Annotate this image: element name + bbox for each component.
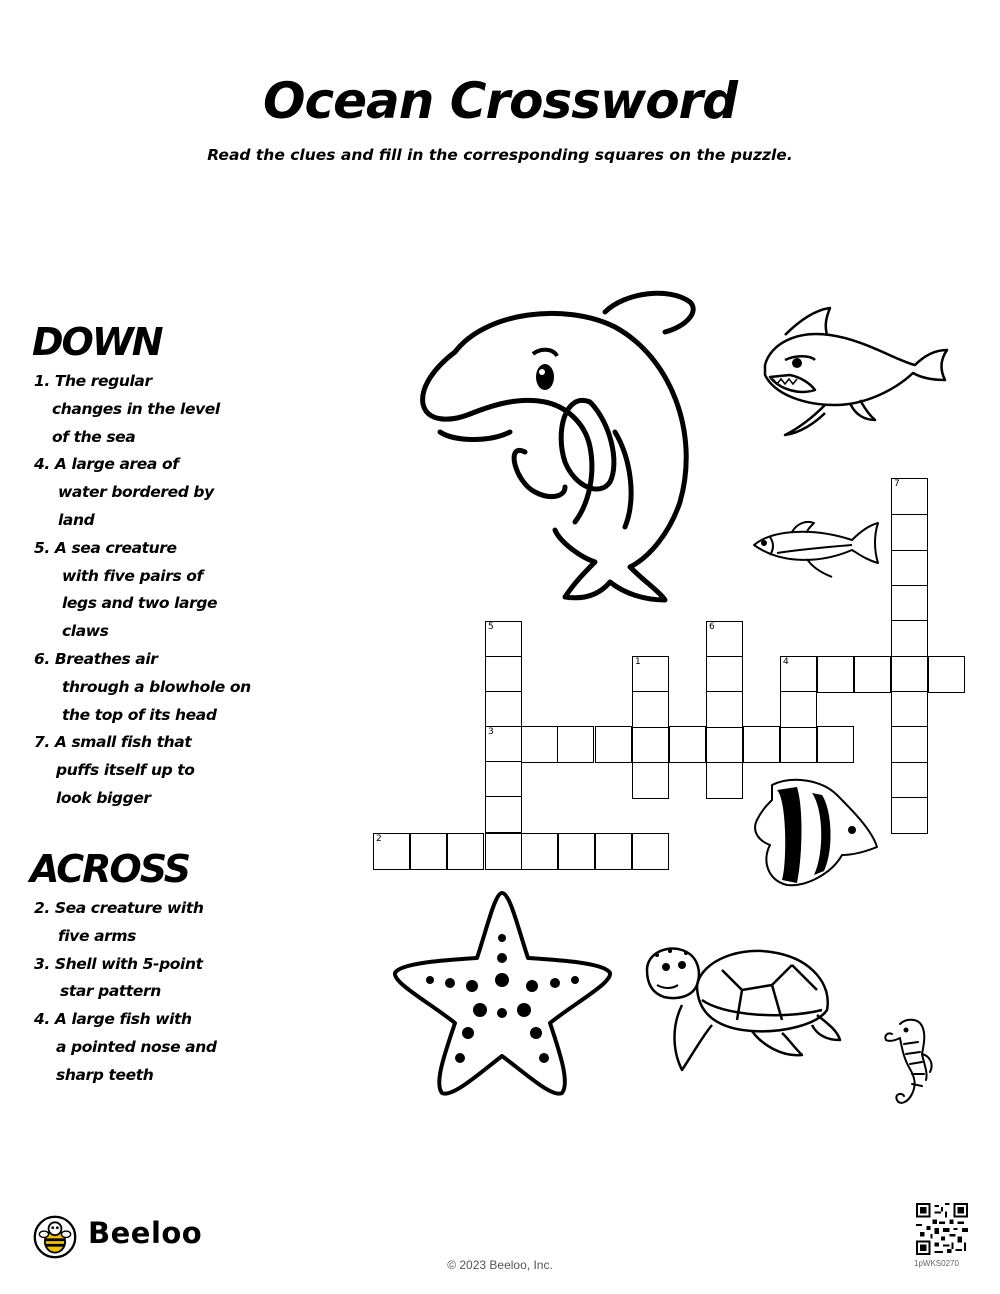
grid-cell[interactable] bbox=[891, 585, 928, 622]
grid-cell[interactable] bbox=[632, 833, 669, 870]
across-heading: ACROSS bbox=[30, 847, 190, 891]
qr-code-icon bbox=[916, 1203, 968, 1255]
clue-line: through a blowhole on bbox=[62, 677, 251, 696]
clue-line: 5. A sea creature bbox=[34, 538, 177, 557]
shark-illustration bbox=[755, 305, 950, 440]
grid-cell[interactable] bbox=[485, 796, 522, 833]
clue-number: 5 bbox=[488, 622, 494, 632]
clue-line: of the sea bbox=[52, 427, 136, 446]
clue-line: 4. A large fish with bbox=[34, 1010, 192, 1029]
clue-line: star pattern bbox=[60, 982, 161, 1001]
grid-cell[interactable] bbox=[706, 762, 743, 799]
clue-number: 1 bbox=[635, 657, 641, 667]
grid-cell[interactable] bbox=[706, 621, 743, 658]
grid-cell[interactable] bbox=[632, 656, 669, 693]
grid-cell[interactable] bbox=[743, 726, 780, 763]
grid-cell[interactable] bbox=[521, 726, 558, 763]
clue-line: puffs itself up to bbox=[56, 761, 195, 780]
grid-cell[interactable] bbox=[447, 833, 484, 870]
grid-cell[interactable] bbox=[817, 656, 854, 693]
grid-cell[interactable] bbox=[706, 656, 743, 693]
grid-cell[interactable] bbox=[780, 656, 817, 693]
grid-cell[interactable] bbox=[373, 833, 410, 870]
clue-line: legs and two large bbox=[62, 594, 218, 613]
worksheet-code: 1pWKS0270 bbox=[914, 1259, 959, 1268]
grid-cell[interactable] bbox=[891, 656, 928, 693]
grid-cell[interactable] bbox=[891, 620, 928, 657]
grid-cell[interactable] bbox=[595, 726, 632, 763]
grid-cell[interactable] bbox=[891, 726, 928, 763]
grid-cell[interactable] bbox=[891, 691, 928, 728]
grid-cell[interactable] bbox=[891, 550, 928, 587]
across-clue-4 bbox=[34, 1006, 217, 1089]
clue-line: changes in the level bbox=[52, 399, 220, 418]
clue-line: the top of its head bbox=[62, 705, 217, 724]
clue-line: a pointed nose and bbox=[56, 1037, 217, 1056]
grid-cell[interactable] bbox=[891, 762, 928, 799]
grid-cell[interactable] bbox=[595, 833, 632, 870]
across-clue-2 bbox=[34, 895, 217, 951]
seahorse-illustration bbox=[882, 1014, 938, 1114]
clue-line: sharp teeth bbox=[56, 1065, 154, 1084]
grid-cell[interactable] bbox=[485, 726, 522, 763]
grid-cell[interactable] bbox=[780, 691, 817, 728]
grid-cell[interactable] bbox=[485, 691, 522, 728]
copyright: © 2023 Beeloo, Inc. bbox=[447, 1258, 553, 1272]
grid-cell[interactable] bbox=[854, 656, 891, 693]
clue-line: land bbox=[58, 510, 95, 529]
down-heading: DOWN bbox=[32, 320, 162, 364]
clue-number: 4 bbox=[783, 657, 789, 667]
grid-cell[interactable] bbox=[557, 726, 594, 763]
grid-cell[interactable] bbox=[891, 797, 928, 834]
clue-line: claws bbox=[62, 622, 109, 641]
grid-cell[interactable] bbox=[632, 726, 669, 763]
clue-line: 7. A small fish that bbox=[34, 733, 192, 752]
grid-cell[interactable] bbox=[928, 656, 965, 693]
grid-cell[interactable] bbox=[817, 726, 854, 763]
clue-line: 4. A large area of bbox=[34, 455, 179, 474]
starfish-illustration bbox=[390, 888, 615, 1098]
down-clue-6 bbox=[34, 646, 251, 729]
instructions: Read the clues and fill in the corresponding squares on the puzzle. bbox=[207, 146, 793, 164]
brand-name: Beeloo bbox=[88, 1216, 203, 1250]
grid-cell[interactable] bbox=[410, 833, 447, 870]
across-clue-3 bbox=[34, 951, 217, 1007]
grid-cell[interactable] bbox=[485, 621, 522, 658]
clue-number: 2 bbox=[376, 834, 382, 844]
grid-cell[interactable] bbox=[706, 691, 743, 728]
clue-line: 1. The regular bbox=[34, 372, 152, 390]
grid-cell[interactable] bbox=[632, 762, 669, 799]
grid-cell[interactable] bbox=[521, 833, 558, 870]
grid-cell[interactable] bbox=[891, 478, 928, 515]
grid-cell[interactable] bbox=[669, 726, 706, 763]
clue-number: 7 bbox=[894, 479, 900, 489]
across-clue-list bbox=[34, 895, 217, 1090]
down-clue-1 bbox=[34, 368, 251, 451]
clue-line: 6. Breathes air bbox=[34, 649, 158, 668]
clue-line: look bigger bbox=[56, 788, 151, 807]
beeloo-logo-icon bbox=[32, 1214, 78, 1260]
tuna-illustration bbox=[752, 515, 882, 585]
page-title: Ocean Crossword bbox=[262, 72, 737, 130]
clue-line: 3. Shell with 5-point bbox=[34, 954, 203, 973]
clue-line: water bordered by bbox=[58, 483, 214, 502]
turtle-illustration bbox=[642, 945, 842, 1073]
dolphin-illustration bbox=[415, 282, 700, 604]
angelfish-illustration bbox=[752, 775, 880, 890]
down-clue-list bbox=[34, 368, 251, 813]
grid-cell[interactable] bbox=[485, 656, 522, 693]
down-clue-5 bbox=[34, 535, 251, 646]
clue-number: 3 bbox=[488, 727, 494, 737]
down-clue-7 bbox=[34, 729, 251, 812]
clue-number: 6 bbox=[709, 622, 715, 632]
grid-cell[interactable] bbox=[632, 691, 669, 728]
clue-line: with five pairs of bbox=[62, 566, 203, 585]
clue-line: 2. Sea creature with bbox=[34, 899, 204, 917]
clue-line: five arms bbox=[58, 926, 136, 945]
grid-cell[interactable] bbox=[706, 726, 743, 763]
grid-cell[interactable] bbox=[891, 514, 928, 551]
grid-cell[interactable] bbox=[485, 833, 522, 870]
grid-cell[interactable] bbox=[485, 761, 522, 798]
down-clue-4 bbox=[34, 451, 251, 534]
grid-cell[interactable] bbox=[558, 833, 595, 870]
grid-cell[interactable] bbox=[780, 726, 817, 763]
